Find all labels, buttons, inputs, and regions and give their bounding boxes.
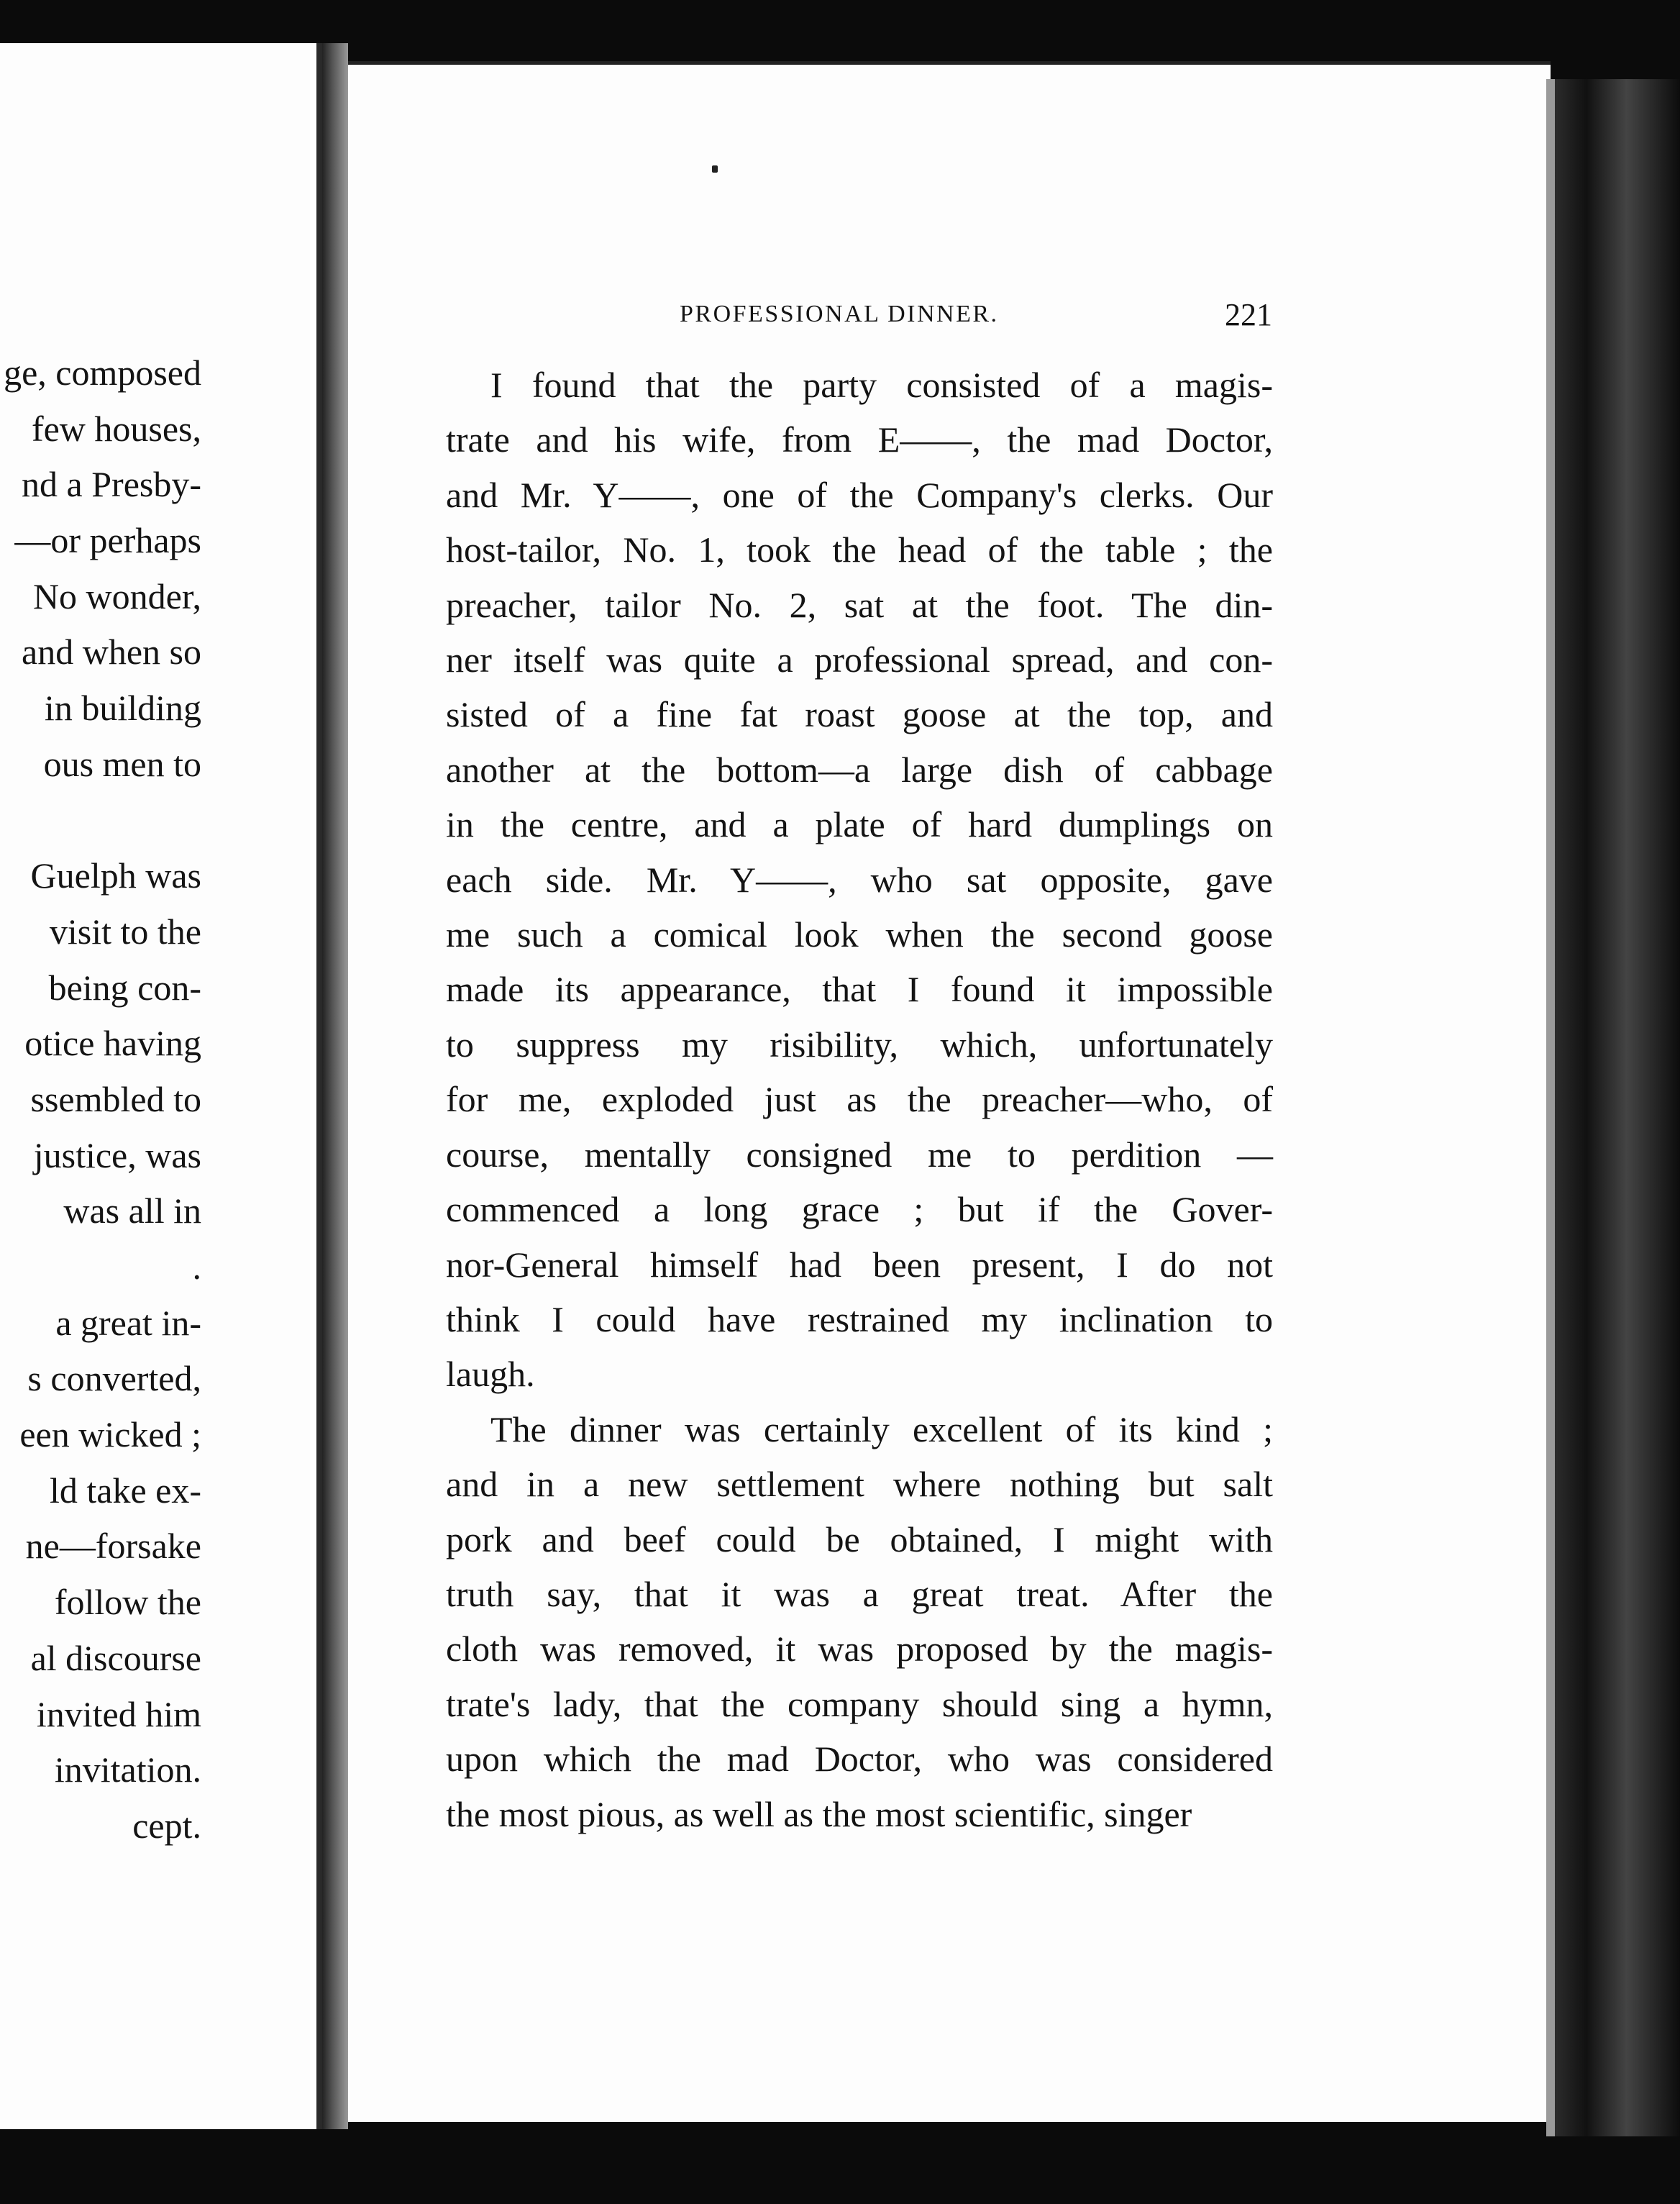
- text-line: commenced a long grace ; but if the Gover-: [446, 1189, 1273, 1230]
- text-line: ner itself was quite a professional spread, and con-: [446, 639, 1273, 680]
- page-edges: [1546, 79, 1680, 2136]
- previous-page-line: .: [192, 1247, 201, 1287]
- text-line: laugh.: [446, 1354, 535, 1395]
- text-line: me such a comical look when the second goose: [446, 914, 1273, 955]
- text-line: made its appearance, that I found it impossible: [446, 969, 1273, 1010]
- text-line: host-tailor, No. 1, took the head of the table ; the: [446, 529, 1273, 570]
- previous-page-line: s converted,: [27, 1358, 201, 1399]
- book-gutter: [322, 43, 348, 2129]
- text-line: for me, exploded just as the preacher—who, of: [446, 1079, 1273, 1120]
- text-line: The dinner was certainly excellent of its kind ;: [490, 1408, 1273, 1449]
- text-line: another at the bottom—a large dish of cabbage: [446, 749, 1273, 790]
- previous-page-line: ous men to: [43, 743, 201, 784]
- previous-page-line: al discourse: [30, 1637, 201, 1678]
- text-line: trate's lady, that the company should sing a hymn,: [446, 1683, 1273, 1724]
- previous-page-line: was all in: [63, 1190, 201, 1231]
- text-line: sisted of a fine fat roast goose at the top, and: [446, 694, 1273, 735]
- previous-page-line: nd a Presby-: [22, 464, 201, 505]
- previous-page-line: invited him: [36, 1693, 201, 1734]
- previous-page-line: ne—forsake: [25, 1526, 201, 1567]
- previous-page-line: No wonder,: [32, 575, 201, 616]
- previous-page-line: visit to the: [49, 911, 201, 952]
- text-line: each side. Mr. Y——, who sat opposite, gave: [446, 859, 1273, 900]
- previous-page-line: invitation.: [54, 1749, 201, 1790]
- page-edge-highlight: [1546, 79, 1555, 2136]
- previous-page-line: few houses,: [31, 408, 201, 449]
- previous-page-line: follow the: [54, 1582, 201, 1623]
- previous-page-line: cept.: [132, 1805, 201, 1846]
- previous-page-line: ge, composed: [4, 352, 201, 393]
- previous-page-line: [0, 793, 201, 849]
- previous-page-line: ld take ex-: [49, 1470, 201, 1511]
- text-line: and Mr. Y——, one of the Company's clerks. Our: [446, 474, 1273, 515]
- text-line: trate and his wife, from E——, the mad Doctor,: [446, 419, 1273, 460]
- text-line: to suppress my risibility, which, unfortunately: [446, 1024, 1273, 1065]
- previous-page-line: being con-: [48, 967, 201, 1008]
- previous-page-line: —or perhaps: [14, 520, 201, 561]
- paragraph: [446, 358, 1273, 1402]
- text-line: course, mentally consigned me to perdition —: [446, 1134, 1273, 1175]
- text-line: the most pious, as well as the most scientific, singer: [446, 1793, 1192, 1834]
- previous-page: [0, 43, 322, 2129]
- text-line: cloth was removed, it was proposed by the magis-: [446, 1629, 1273, 1670]
- ink-speck: [712, 165, 718, 173]
- text-line: and in a new settlement where nothing but salt: [446, 1464, 1273, 1505]
- previous-page-line: Guelph was: [30, 855, 201, 896]
- paragraph: [446, 1402, 1273, 1841]
- page-number: 221: [1225, 297, 1272, 332]
- body-text: [446, 358, 1273, 1841]
- previous-page-line: and when so: [22, 632, 201, 673]
- text-line: preacher, tailor No. 2, sat at the foot. The din-: [446, 584, 1273, 625]
- previous-page-line: a great in-: [55, 1302, 201, 1343]
- text-line: in the centre, and a plate of hard dumplings on: [446, 804, 1273, 845]
- previous-page-line: justice, was: [33, 1134, 201, 1175]
- text-line: nor-General himself had been present, I do not: [446, 1244, 1273, 1285]
- running-head: PROFESSIONAL DINNER.: [680, 301, 999, 327]
- previous-page-line: in building: [44, 688, 201, 729]
- text-line: think I could have restrained my inclination to: [446, 1298, 1273, 1339]
- previous-page-line: een wicked ;: [19, 1414, 201, 1455]
- text-line: truth say, that it was a great treat. After the: [446, 1573, 1273, 1614]
- text-line: I found that the party consisted of a magis-: [490, 365, 1273, 405]
- text-line: pork and beef could be obtained, I might with: [446, 1518, 1273, 1559]
- previous-page-line: ssembled to: [30, 1078, 201, 1119]
- previous-page-line: otice having: [24, 1023, 201, 1064]
- text-line: upon which the mad Doctor, who was considered: [446, 1739, 1273, 1780]
- previous-page-text: [0, 345, 201, 1854]
